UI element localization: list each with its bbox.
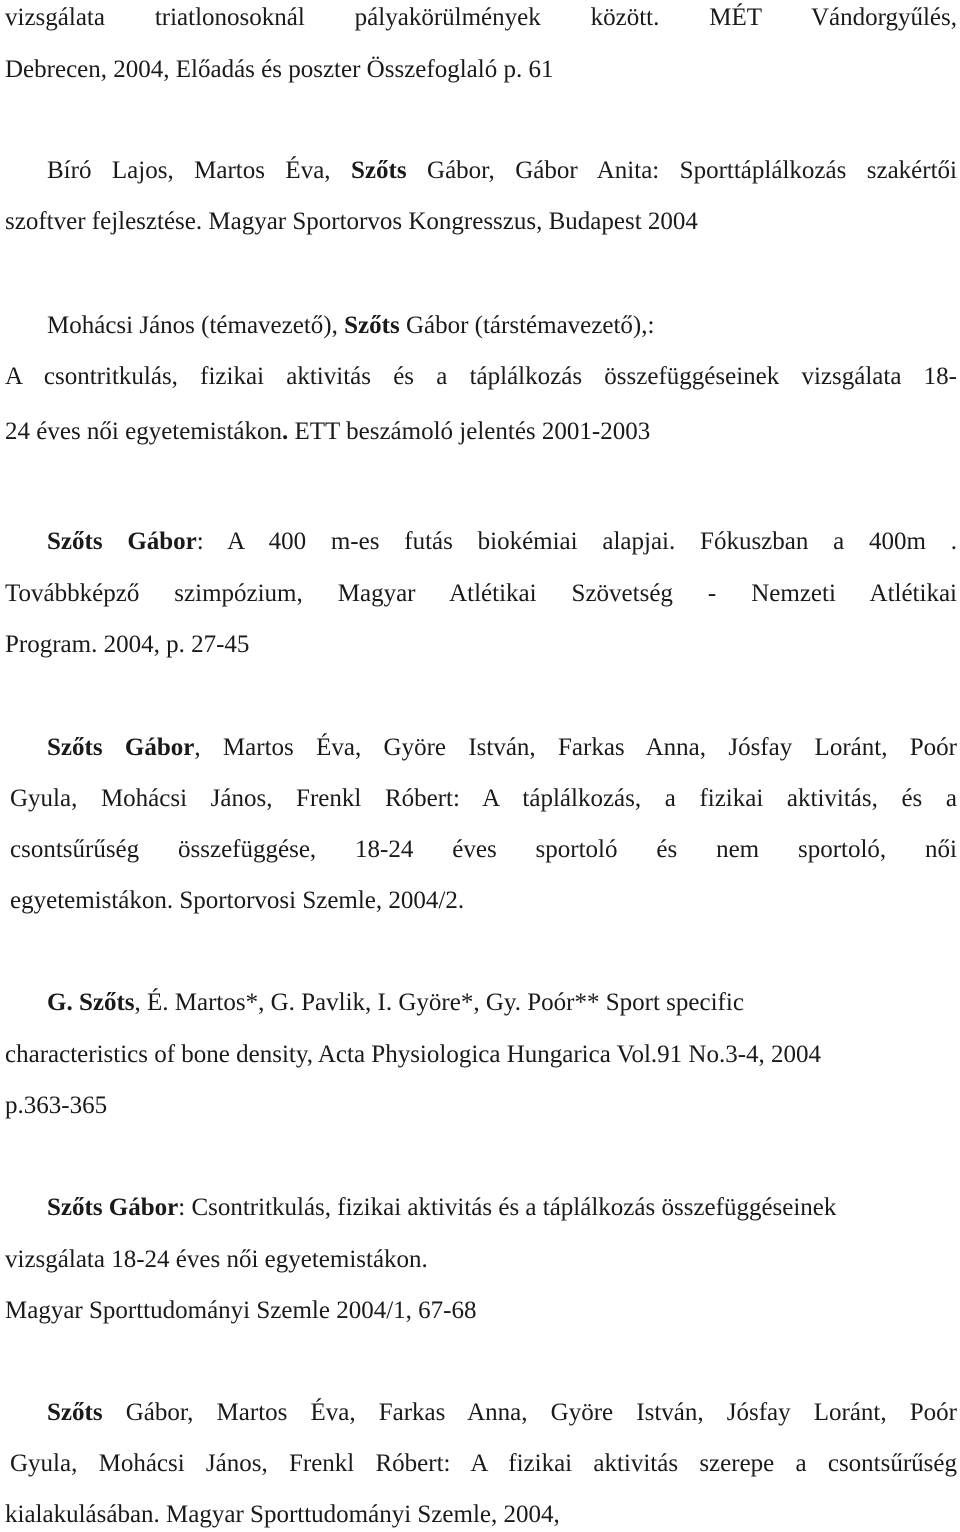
reference-line: A csontritkulás, fizikai aktivitás és a táplálkozás összefüggéseinek vizsgálata 18-	[5, 363, 957, 390]
reference-line: Továbbképző szimpózium, Magyar Atlétikai Szövetség - Nemzeti Atlétikai	[5, 580, 957, 607]
reference-line: vizsgálata triatlonosoknál pályakörülmények között. MÉT Vándorgyűlés,	[5, 4, 957, 31]
reference-line: Szőts Gábor, Martos Éva, Farkas Anna, Györe István, Jósfay Loránt, Poór	[47, 1399, 957, 1426]
reference-line: Gyula, Mohácsi János, Frenkl Róbert: A fizikai aktivitás szerepe a csontsűrűség	[10, 1450, 957, 1477]
reference-line: Debrecen, 2004, Előadás és poszter Összefoglaló p. 61	[5, 56, 554, 83]
reference-line: vizsgálata 18-24 éves női egyetemistákon.	[5, 1246, 428, 1273]
reference-line: characteristics of bone density, Acta Physiologica Hungarica Vol.91 No.3-4, 2004	[5, 1041, 822, 1068]
reference-line: kialakulásában. Magyar Sporttudományi Szemle, 2004,	[5, 1501, 560, 1528]
author-highlight: G. Szőts	[47, 989, 135, 1016]
reference-line: Szőts Gábor: A 400 m-es futás biokémiai alapjai. Fókuszban a 400m .	[47, 528, 957, 555]
reference-line: csontsűrűség összefüggése, 18-24 éves sportoló és nem sportoló, női	[10, 836, 957, 863]
reference-line: Szőts Gábor: Csontritkulás, fizikai aktivitás és a táplálkozás összefüggéseinek	[47, 1194, 837, 1221]
reference-line: Szőts Gábor, Martos Éva, Györe István, Farkas Anna, Jósfay Loránt, Poór	[47, 734, 958, 761]
reference-line: Mohácsi János (témavezető), Szőts Gábor (társtémavezető),:	[47, 312, 655, 339]
author-highlight: Szőts Gábor	[47, 528, 197, 555]
author-highlight: Szőts	[351, 157, 407, 184]
reference-line: egyetemistákon. Sportorvosi Szemle, 2004/2.	[10, 887, 465, 914]
reference-line: p.363-365	[5, 1092, 108, 1119]
author-highlight: Szőts Gábor	[47, 1194, 179, 1221]
reference-line: Gyula, Mohácsi János, Frenkl Róbert: A táplálkozás, a fizikai aktivitás, és a	[10, 785, 957, 812]
reference-line: szoftver fejlesztése. Magyar Sportorvos Kongresszus, Budapest 2004	[5, 208, 698, 235]
author-highlight: Szőts Gábor	[47, 734, 195, 761]
reference-line: Bíró Lajos, Martos Éva, Szőts Gábor, Gábor Anita: Sporttáplálkozás szakértői	[47, 157, 957, 184]
reference-line: G. Szőts, É. Martos*, G. Pavlik, I. Györe*, Gy. Poór** Sport specific	[47, 989, 744, 1016]
author-highlight: Szőts	[47, 1399, 103, 1426]
reference-line: Magyar Sporttudományi Szemle 2004/1, 67-68	[5, 1297, 477, 1324]
reference-line: Program. 2004, p. 27-45	[5, 631, 250, 658]
author-highlight: Szőts	[344, 312, 400, 339]
reference-line: 24 éves női egyetemistákon. ETT beszámoló jelentés 2001-2003	[5, 418, 651, 445]
